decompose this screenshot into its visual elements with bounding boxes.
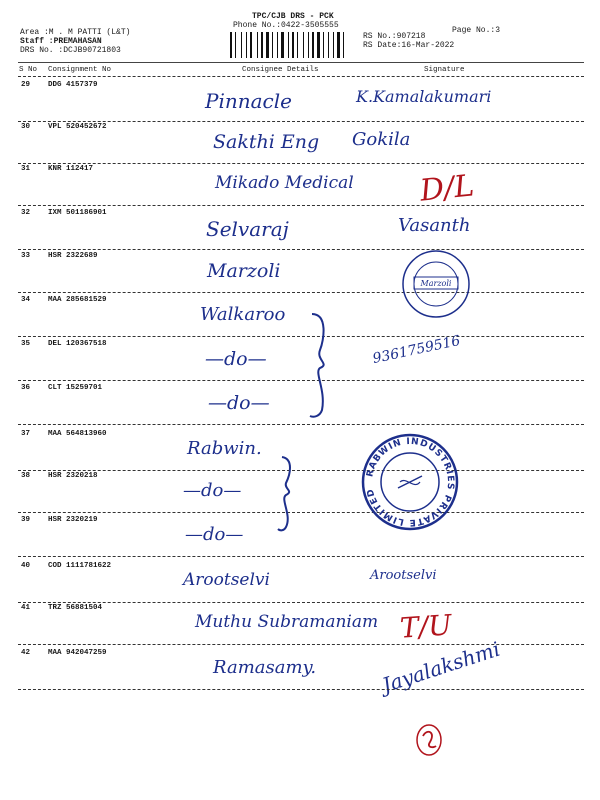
- barcode-bar: [335, 32, 336, 58]
- row-consignee-handwritten: Rabwin.: [187, 438, 262, 459]
- row-consignee-handwritten: Muthu Subramaniam: [195, 612, 379, 632]
- barcode-bar: [328, 32, 329, 58]
- barcode-bar: [343, 32, 344, 58]
- barcode-bar: [274, 32, 276, 58]
- barcode-bar: [243, 32, 245, 58]
- barcode-bar: [246, 32, 247, 58]
- row-consignee-handwritten: Mikado Medical: [215, 173, 354, 193]
- row-serial-number: 34: [21, 296, 31, 304]
- header-rule: [18, 62, 584, 63]
- row-serial-number: 41: [21, 604, 31, 612]
- row-consignee-handwritten: Pinnacle: [205, 89, 292, 113]
- barcode-bar: [235, 32, 236, 58]
- row-consignment-number: HSR 2322689: [48, 252, 98, 260]
- barcode-bar: [317, 32, 320, 58]
- row-consignee-handwritten: Sakthi Eng: [213, 131, 320, 153]
- col-consignee: Consignee Details: [242, 66, 319, 74]
- row-consignee-handwritten: —do—: [183, 480, 242, 501]
- row-consignment-number: MAA 285681529: [48, 296, 107, 304]
- row-consignment-number: MAA 564813960: [48, 430, 107, 438]
- row-serial-number: 30: [21, 123, 31, 131]
- row-divider: [18, 644, 584, 645]
- col-signature: Signature: [424, 66, 465, 74]
- table-row: [18, 252, 584, 292]
- row-consignment-number: CLT 15259701: [48, 384, 103, 392]
- row-divider: [18, 602, 584, 603]
- table-row: [18, 209, 584, 249]
- barcode-bar: [330, 32, 332, 58]
- row-signature: Jayalakshmi: [379, 636, 503, 698]
- barcode-bar: [295, 32, 296, 58]
- row-divider: [18, 121, 584, 122]
- barcode-bar: [250, 32, 252, 58]
- col-sno: S No: [19, 66, 38, 74]
- rabwin-company-stamp: [360, 432, 460, 532]
- row-consignee-handwritten: Selvaraj: [206, 217, 289, 241]
- table-row: [18, 81, 584, 121]
- row-serial-number: 37: [21, 430, 31, 438]
- row-signature: K.Kamalakumari: [356, 87, 492, 106]
- barcode-bar: [333, 32, 334, 58]
- barcode-bar: [270, 32, 271, 58]
- row-consignee-handwritten: —do—: [185, 524, 244, 545]
- barcode-bar: [233, 32, 234, 58]
- barcode-bar: [341, 32, 342, 58]
- barcode-bar: [292, 32, 294, 58]
- row-signature: Arootselvi: [370, 568, 437, 583]
- barcode-bar: [310, 32, 311, 58]
- row-consignee-handwritten: Marzoli: [207, 260, 281, 282]
- row-consignment-number: DEL 120367518: [48, 340, 107, 348]
- barcode-bar: [277, 32, 278, 58]
- row-serial-number: 32: [21, 209, 31, 217]
- row-signature: D/L: [418, 168, 476, 209]
- row-consignment-number: MAA 942047259: [48, 649, 107, 657]
- barcode-bar: [264, 32, 265, 58]
- barcode-bar: [261, 32, 263, 58]
- barcode-bar: [299, 32, 302, 58]
- barcode-bar: [312, 32, 314, 58]
- barcode-bar: [345, 32, 347, 58]
- barcode-bar: [257, 32, 258, 58]
- row-serial-number: 29: [21, 81, 31, 89]
- row-consignment-number: IXM 501186901: [48, 209, 107, 217]
- barcode-bar: [237, 32, 240, 58]
- barcode-bar: [241, 32, 242, 58]
- barcode-bar: [253, 32, 256, 58]
- drs-number: DRS No. :DCJB90721803: [20, 46, 121, 55]
- row-consignee-handwritten: —do—: [205, 348, 267, 370]
- row-serial-number: 36: [21, 384, 31, 392]
- table-row: [18, 636, 584, 698]
- barcode-bar: [266, 32, 269, 58]
- row-serial-number: 31: [21, 165, 31, 173]
- page-number: Page No.:3: [452, 26, 501, 35]
- row-divider: [18, 249, 584, 250]
- row-divider: [18, 424, 584, 425]
- marzoli-stamp: [400, 248, 472, 320]
- barcode-bar: [323, 32, 324, 58]
- barcode-bar: [288, 32, 289, 58]
- row-consignee-handwritten: —do—: [208, 392, 270, 414]
- table-row: [18, 123, 584, 163]
- row-signature: Gokila: [352, 129, 411, 150]
- row-signature: Vasanth: [398, 215, 471, 236]
- barcode-bar: [303, 32, 304, 58]
- rs-date: RS Date:16-Mar-2022: [363, 41, 455, 50]
- barcode-bar: [308, 32, 309, 58]
- barcode-bar: [290, 32, 291, 58]
- area-label: Area :M . M PATTI (L&T): [20, 28, 131, 37]
- row-divider: [18, 556, 584, 557]
- row-serial-number: 39: [21, 516, 31, 524]
- barcode-bar: [248, 32, 249, 58]
- row-serial-number: 38: [21, 472, 31, 480]
- row-serial-number: 35: [21, 340, 31, 348]
- row-consignee-handwritten: Ramasamy.: [213, 657, 317, 678]
- row-divider: [18, 163, 584, 164]
- row-divider: [18, 205, 584, 206]
- row-consignee-handwritten: Arootselvi: [183, 570, 270, 590]
- row-consignment-number: KNR 112417: [48, 165, 94, 173]
- header-bottom-rule: [18, 76, 584, 77]
- row-consignment-number: DDG 4157379: [48, 81, 98, 89]
- barcode-bar: [305, 32, 307, 58]
- row-serial-number: 33: [21, 252, 31, 260]
- barcode-bar: [281, 32, 284, 58]
- brace-walkaroo: [300, 310, 340, 420]
- barcode-bar: [321, 32, 322, 58]
- row-consignment-number: HSR 2320218: [48, 472, 98, 480]
- barcode-bar: [325, 32, 327, 58]
- barcode-bar: [337, 32, 340, 58]
- row-serial-number: 40: [21, 562, 31, 570]
- barcode-bar: [259, 32, 260, 58]
- barcode-bar: [230, 32, 232, 58]
- row-consignee-handwritten: Walkaroo: [200, 304, 286, 325]
- row-serial-number: 42: [21, 649, 31, 657]
- row-divider: [18, 292, 584, 293]
- table-row: [18, 165, 584, 209]
- row-divider: [18, 689, 584, 690]
- col-consignment: Consignment No: [48, 66, 112, 74]
- table-row: [18, 562, 584, 602]
- rs-number: RS No.:907218: [363, 32, 426, 41]
- barcode-bar: [279, 32, 280, 58]
- barcode-bar: [272, 32, 273, 58]
- brace-rabwin: [272, 455, 302, 535]
- staff-label: Staff :PREMAHASAN: [20, 37, 102, 46]
- barcode-bar: [297, 32, 298, 58]
- row-consignment-number: TRZ 56881504: [48, 604, 103, 612]
- row-consignment-number: COD 1111781622: [48, 562, 112, 570]
- barcode-bar: [315, 32, 316, 58]
- red-signature-mark: [412, 718, 446, 758]
- row-consignment-number: HSR 2320219: [48, 516, 98, 524]
- phone-number: Phone No.:0422-3505555: [233, 21, 339, 30]
- marzoli-stamp-text: Marzoli: [420, 279, 452, 288]
- table-row: [18, 604, 584, 644]
- barcode: [230, 32, 352, 58]
- row-consignment-number: VPL 520452672: [48, 123, 107, 131]
- row-signature: T/U: [398, 608, 453, 645]
- barcode-bar: [285, 32, 287, 58]
- row-signature: 9361759516: [371, 332, 462, 368]
- document-title: TPC/CJB DRS - PCK: [252, 12, 334, 21]
- rabwin-stamp-text: RABWIN INDUSTRIES PRIVATE LIMITED: [365, 436, 456, 528]
